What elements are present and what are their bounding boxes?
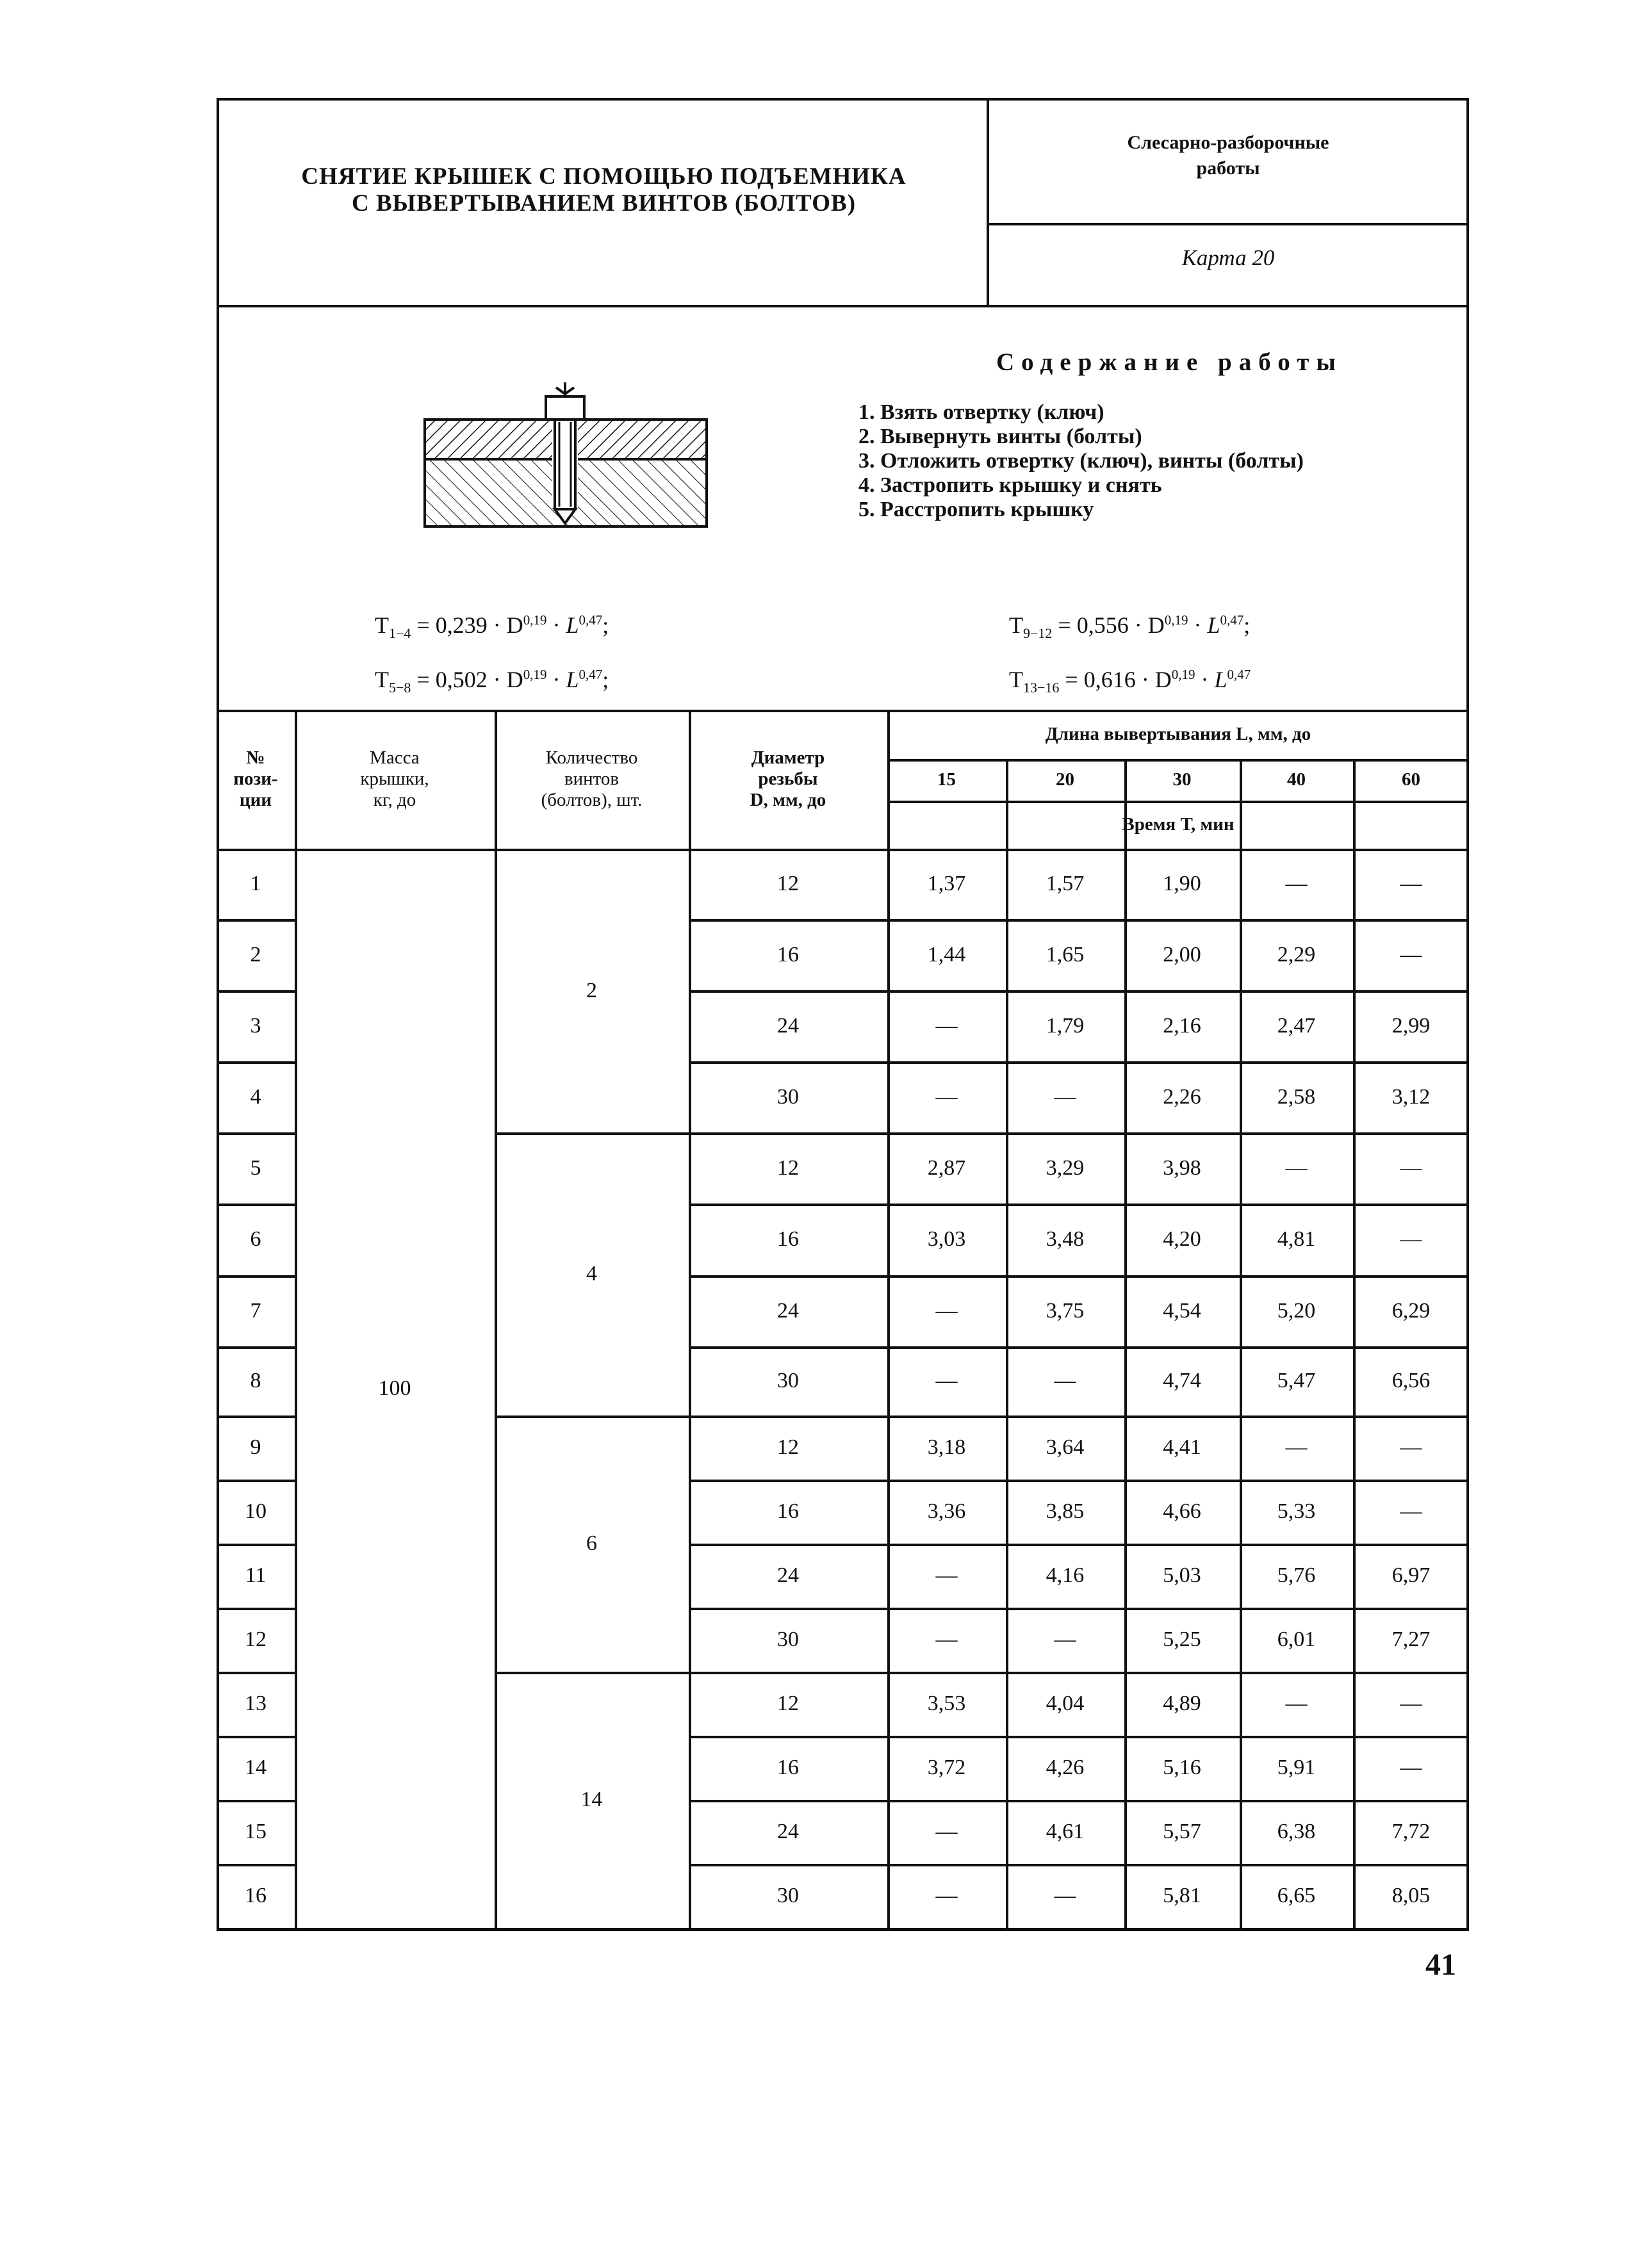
screw-shank [555, 420, 575, 509]
screw-cover-drawing [423, 381, 711, 535]
time-value: — [1054, 1884, 1076, 1907]
header-count: Количество винтов (болтов), шт. [541, 747, 643, 810]
time-value: — [935, 1820, 958, 1843]
row-diameter: 16 [777, 1756, 799, 1779]
time-value: — [935, 1563, 958, 1587]
page-number: 41 [1425, 1948, 1456, 1982]
time-value: 4,61 [1046, 1820, 1085, 1843]
time-value: 6,01 [1277, 1628, 1316, 1651]
header-time: Время Т, мин [1122, 814, 1235, 835]
time-value: 5,33 [1277, 1499, 1316, 1523]
time-value: 4,66 [1163, 1499, 1201, 1523]
formula-t5-8: $T_{5-8} = 0,502 \cdot D^{0,19} \cdot L^{0,47}$; [375, 667, 609, 696]
work-content-title: Содержание работы [996, 348, 1343, 376]
time-value: — [1054, 1628, 1076, 1651]
table-bottom-line [217, 1928, 1469, 1930]
row-position: 2 [250, 942, 261, 967]
card-number: Карта 20 [1181, 245, 1275, 270]
time-value: 5,76 [1277, 1563, 1316, 1587]
row-diameter: 12 [777, 1692, 799, 1715]
time-value: 2,47 [1277, 1013, 1316, 1038]
time-value: 4,54 [1163, 1298, 1201, 1323]
screw-head [546, 396, 584, 420]
time-value: 3,98 [1163, 1155, 1201, 1180]
time-value: 5,47 [1277, 1369, 1316, 1392]
work-step: 3. Отложить отвертку (ключ), винты (болты) [858, 449, 1304, 473]
time-value: 5,16 [1163, 1756, 1201, 1779]
row-diameter: 12 [777, 1435, 799, 1459]
time-value: 5,25 [1163, 1628, 1201, 1651]
row-position: 3 [250, 1013, 261, 1038]
cover-mass: 100 [378, 1376, 411, 1400]
time-value: — [1285, 1155, 1308, 1180]
time-value: 3,85 [1046, 1499, 1085, 1523]
screw-count: 2 [586, 978, 597, 1002]
time-value: 4,81 [1277, 1227, 1316, 1251]
time-value: — [1400, 1499, 1422, 1523]
time-value: — [1285, 1435, 1308, 1459]
row-diameter: 16 [777, 942, 799, 967]
row-position: 16 [245, 1884, 267, 1907]
time-value: 4,04 [1046, 1692, 1085, 1715]
time-value: 2,26 [1163, 1084, 1201, 1109]
time-value: 1,44 [927, 942, 966, 967]
category-line-1: Слесарно-разборочные [1127, 132, 1329, 153]
time-value: — [1400, 1227, 1422, 1251]
time-value: 6,56 [1391, 1369, 1431, 1392]
time-value: 6,38 [1277, 1820, 1316, 1843]
row-diameter: 12 [777, 872, 799, 895]
row-position: 9 [250, 1435, 261, 1459]
formula-t1-4: $T_{1-4} = 0,239 \cdot D^{0,19} \cdot L^{0,47}$; [375, 612, 609, 642]
time-value: 4,26 [1046, 1756, 1085, 1779]
work-step: 5. Расстропить крышку [858, 498, 1094, 521]
time-value: 2,29 [1277, 942, 1316, 967]
screw-count: 4 [586, 1262, 597, 1285]
time-value: 3,64 [1046, 1435, 1085, 1459]
time-value: — [1285, 1692, 1308, 1715]
time-value: 8,05 [1391, 1884, 1431, 1907]
header-length-value: 60 [1402, 769, 1420, 790]
header-length-value: 40 [1287, 769, 1306, 790]
time-value: 7,27 [1391, 1628, 1431, 1651]
time-value: 3,29 [1046, 1155, 1085, 1180]
time-value: 1,90 [1163, 872, 1201, 895]
time-value: 4,74 [1163, 1369, 1201, 1392]
formula-t13-16: $T_{13-16} = 0,616 \cdot D^{0,19} \cdot L^{0,47}$ [1009, 667, 1251, 696]
time-value: 5,91 [1277, 1756, 1316, 1779]
title-line-2: С ВЫВЕРТЫВАНИЕМ ВИНТОВ (БОЛТОВ) [351, 190, 857, 216]
header-length-value: 20 [1056, 769, 1074, 790]
time-value: — [1054, 1084, 1076, 1109]
time-value: — [1400, 942, 1422, 967]
row-position: 1 [250, 872, 261, 895]
row-position: 12 [245, 1628, 267, 1651]
header-category-divider [987, 223, 1469, 225]
time-value: — [935, 1884, 958, 1907]
time-value: — [935, 1013, 958, 1038]
header-length: Длина вывертывания L, мм, до [1045, 724, 1311, 744]
work-step: 2. Вывернуть винты (болты) [858, 425, 1142, 448]
header-position: № пози- ции [233, 747, 278, 810]
row-diameter: 24 [777, 1820, 799, 1843]
header-divider [987, 98, 989, 306]
time-value: 2,16 [1163, 1013, 1201, 1038]
header-length-value: 30 [1172, 769, 1192, 790]
time-value: — [1054, 1369, 1076, 1392]
time-value: 1,37 [927, 872, 966, 895]
row-diameter: 16 [777, 1499, 799, 1523]
time-value: 4,20 [1163, 1227, 1201, 1251]
time-value: 1,79 [1046, 1013, 1085, 1038]
time-value: 3,18 [927, 1435, 966, 1459]
work-category [990, 130, 1466, 181]
time-value: 6,29 [1391, 1298, 1431, 1323]
work-step: 4. Застропить крышку и снять [858, 473, 1162, 497]
formula-t9-12: $T_{9-12} = 0,556 \cdot D^{0,19} \cdot L^{0,47}$; [1009, 612, 1251, 642]
time-value: 4,89 [1163, 1692, 1201, 1715]
time-value: 3,03 [927, 1227, 966, 1251]
row-position: 15 [245, 1820, 267, 1843]
page-title [221, 163, 987, 217]
time-value: 1,57 [1046, 872, 1085, 895]
row-position: 5 [250, 1155, 261, 1180]
row-diameter: 12 [777, 1155, 799, 1180]
time-value: 3,53 [927, 1692, 966, 1715]
time-value: 3,36 [927, 1499, 966, 1523]
time-value: 6,65 [1277, 1884, 1316, 1907]
header-bottom-line [217, 305, 1469, 307]
row-position: 8 [250, 1369, 261, 1392]
time-value: — [1400, 1155, 1422, 1180]
time-value: 2,99 [1391, 1013, 1431, 1038]
row-position: 13 [245, 1692, 267, 1715]
time-value: 3,12 [1391, 1084, 1431, 1109]
row-position: 6 [250, 1227, 261, 1251]
time-value: — [1400, 1692, 1422, 1715]
time-value: 7,72 [1391, 1820, 1431, 1843]
row-diameter: 24 [777, 1298, 799, 1323]
time-value: — [1400, 1756, 1422, 1779]
row-diameter: 30 [777, 1884, 799, 1907]
time-value: 5,81 [1163, 1884, 1201, 1907]
row-position: 4 [250, 1084, 261, 1109]
category-line-2: работы [1196, 158, 1260, 179]
header-diameter: Диаметр резьбы D, мм, до [750, 747, 826, 810]
work-steps [858, 400, 1304, 522]
row-position: 14 [245, 1756, 267, 1779]
time-value: 2,87 [927, 1155, 966, 1180]
row-diameter: 30 [777, 1369, 799, 1392]
time-value: 2,00 [1163, 942, 1201, 967]
time-value: 3,72 [927, 1756, 966, 1779]
time-value: 5,57 [1163, 1820, 1201, 1843]
title-line-1: СНЯТИЕ КРЫШЕК С ПОМОЩЬЮ ПОДЪЕМНИКА [301, 163, 907, 190]
time-value: — [1400, 1435, 1422, 1459]
time-value: — [1285, 872, 1308, 895]
row-diameter: 16 [777, 1227, 799, 1251]
row-position: 10 [245, 1499, 267, 1523]
header-length-value: 15 [937, 769, 956, 790]
row-diameter: 30 [777, 1628, 799, 1651]
row-diameter: 24 [777, 1013, 799, 1038]
screw-count: 14 [580, 1788, 603, 1811]
time-value: 5,20 [1277, 1298, 1316, 1323]
time-value: — [935, 1369, 958, 1392]
header-mass: Масса крышки, кг, до [360, 747, 429, 810]
time-value: 4,16 [1046, 1563, 1085, 1587]
time-value: — [935, 1628, 958, 1651]
time-value: 5,03 [1163, 1563, 1201, 1587]
screw-count: 6 [586, 1531, 597, 1555]
row-position: 11 [245, 1563, 267, 1587]
time-value: — [935, 1084, 958, 1109]
time-value: — [1400, 872, 1422, 895]
time-value: 1,65 [1046, 942, 1085, 967]
row-diameter: 24 [777, 1563, 799, 1587]
time-value: 6,97 [1391, 1563, 1431, 1587]
time-value: 4,41 [1163, 1435, 1201, 1459]
work-step: 1. Взять отвертку (ключ) [858, 400, 1104, 424]
row-diameter: 30 [777, 1084, 799, 1109]
time-value: 2,58 [1277, 1084, 1316, 1109]
row-position: 7 [250, 1298, 261, 1323]
time-value: — [935, 1298, 958, 1323]
time-value: 3,48 [1046, 1227, 1085, 1251]
time-value: 3,75 [1046, 1298, 1085, 1323]
